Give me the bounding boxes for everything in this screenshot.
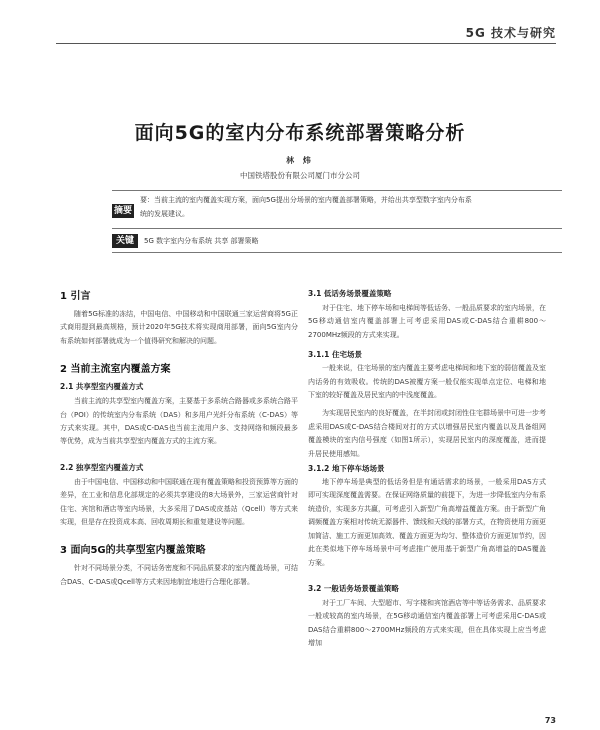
abstract-label: 摘要 [113,206,132,216]
section-3-1-1-paragraph-2: 为实现居民室内的良好覆盖，在半封闭或封闭性住宅群场景中可进一步考虑采用DAS或C-DAS结合楼间对打的方式以增强居民室内覆盖以及具备组网覆盖模块的室内信号强度（如图1所示），实现居民室内的深度覆盖，进而提升居民使用感知。 [308,409,546,458]
abstract-text-line2: 统的发展建议。 [140,210,189,218]
section-2-1-heading: 2.1 共享型室内覆盖方式 [60,382,144,392]
section-1-heading: 1 引言 [60,291,91,302]
header-rule [56,43,556,44]
keywords-label: 关键词 [112,234,138,248]
abstract-top-rule [112,190,562,191]
section-2-1-paragraph: 当前主流的共享型室内覆盖方案，主要基于多系统合路器或多系统合路平台（POI）的传统室内分布系统（DAS）和多用户光纤分布系统（C-DAS）等方式来实现。其中，DAS或C-DAS也当前主流用户多、支持网络和频段最多等优势，成为当前共享型室内覆盖方式的主流方案。 [60,397,298,446]
section-3-1-2-paragraph: 地下停车场是典型的低话务但是有通话需求的场景，一般采用DAS方式即可实现深度覆盖需要。在保证网络质量的前提下，为进一步降低室内分布系统造价，实现多方共赢，可考虑引入新型广角高增益覆盖方案。由于新型广角调频覆盖方案相对传统无源器件、馈线和天线的部署方式，在物资使用方面更加简洁、施工方面更加高效、覆盖方面更为均匀、整体造价方面更加节约，因此在类似地下停车场场景中可考虑推广使用基于新型广角高增益的DAS覆盖方案。 [308,478,546,567]
abstract-mid-rule [112,228,562,229]
section-3-heading: 3 面向5G的共享型室内覆盖策略 [60,545,206,557]
section-3-1-heading: 3.1 低话务场景覆盖策略 [308,289,392,298]
section-3-1-2-heading: 3.1.2 地下停车场场景 [308,464,385,474]
section-3-1-1-paragraph-1: 一般来说，住宅场景的室内覆盖主要考虑电梯间和地下室的弱信覆盖及室内话务的有效吸收。传统的DAS被覆方案一般仅能实现单点定位、电梯和地下室的较好覆盖及居民室内的中浅度覆盖。 [308,364,546,400]
journal-section-tag: 5G 技术与研究 [465,26,556,40]
section-1-paragraph: 随着5G标准的冻结，中国电信、中国移动和中国联通三家运营商将5G正式商用提到最高规格，预计2020年5G技术将实现商用部署，面向5G室内分布系统如何部署就成为一个值得研究和解决的问题。 [60,310,298,345]
left-column [60,285,298,589]
article-title: 面向5G的室内分布系统部署策略分析 [134,122,466,144]
section-2-2-paragraph: 由于中国电信、中国移动和中国联通在现有覆盖策略和投资预算等方面的差异，在工业和信息化部规定的必须共享建设的8大场景外，三家运营商针对住宅、宾馆和酒店等室内场景，大多采用了DAS或皮基站（Qcell）等方式来实现，但是存在投资成本高、回收周期长和重复建设等问题。 [60,477,298,527]
section-3-paragraph: 针对不同场景分类，不同话务密度和不同品质要求的室内覆盖场景，可结合DAS、C-DAS或Qcell等方式来因地制宜地进行合理化部署。 [60,564,298,586]
abstract-text-line1: 要：当前主流的室内覆盖实现方案，面向5G提出分场景的室内覆盖部署策略，并给出共享型数字室内分布系 [140,196,472,204]
keywords-text: 5G 数字室内分布系统 共享 部署策略 [144,237,259,245]
section-2-2-heading: 2.2 独享型室内覆盖方式 [60,462,144,472]
section-3-2-paragraph: 对于工厂车间、大型超市、写字楼和宾馆酒店等中等话务需求、品质要求一般或较高的室内场景，在5G移动通信室内覆盖部署上可考虑采用C-DAS或DAS结合重耕800～2700MHz频段的方式来实现，但在具体实现上应当考虑增加 [308,598,546,648]
section-2-heading: 2 当前主流室内覆盖方案 [60,364,171,376]
article-author: 林 炜 [286,156,314,165]
article-affiliation: 中国铁塔股份有限公司厦门市分公司 [240,171,360,180]
abstract-bottom-rule [112,252,562,253]
section-3-2-heading: 3.2 一般话务场景覆盖策略 [308,583,399,593]
section-3-1-paragraph: 对于住宅、地下停车场和电梯间等低话务、一般品质要求的室内场景，在5G移动通信室内覆盖部署上可考虑采用DAS或C-DAS结合重耕800～2700MHz频段的方式来实现。 [308,304,546,339]
section-3-1-1-heading: 3.1.1 住宅场景 [308,350,362,360]
page-number: 73 [544,716,556,725]
right-column [308,285,546,651]
